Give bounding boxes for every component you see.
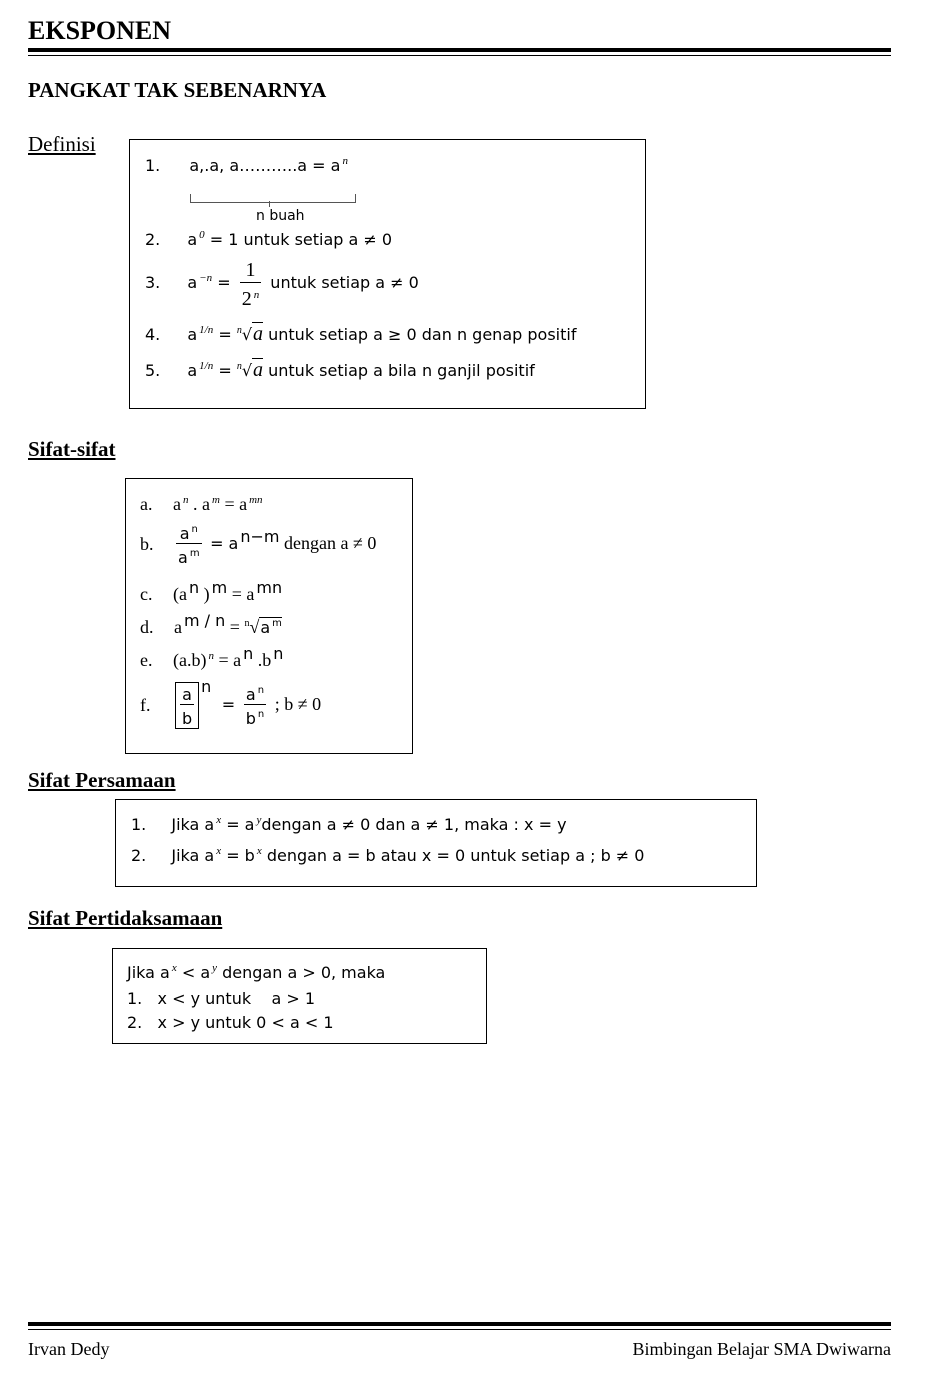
item-number: 3.	[145, 273, 161, 292]
radicand-base: a	[260, 618, 271, 637]
header-rule	[28, 48, 891, 52]
radicand: a	[253, 323, 264, 345]
exponent: n	[188, 578, 200, 597]
exponent: n	[208, 650, 214, 662]
section-title: PANGKAT TAK SEBENARNYA	[28, 78, 327, 102]
radical-icon: √	[241, 361, 253, 380]
exponent: x	[216, 845, 222, 857]
exponent: x	[256, 845, 262, 857]
sifat-item-a	[140, 494, 263, 515]
equals: =	[229, 617, 240, 637]
exponent: n	[257, 709, 265, 721]
root-index: n	[244, 618, 250, 629]
item-number: 1.	[145, 156, 161, 175]
item-label: c.	[140, 584, 153, 604]
sifat-item-e	[140, 644, 284, 671]
exponent: n	[201, 676, 212, 696]
formula: = a	[226, 815, 255, 834]
item-label: e.	[140, 650, 153, 670]
num-base: a	[179, 524, 190, 543]
formula-text: dengan a > 0, maka	[222, 963, 386, 982]
exponent: −n	[199, 272, 213, 284]
footer-rule	[28, 1322, 891, 1326]
item-number: 2.	[145, 230, 161, 249]
formula-text: untuk setiap a bila n ganjil positif	[268, 361, 535, 380]
pertidaksamaan-item-2	[127, 1014, 334, 1032]
exponent: m	[212, 494, 220, 506]
exponent: y	[212, 962, 218, 974]
numerator	[244, 683, 267, 705]
item-number: 4.	[145, 325, 161, 344]
def-item-4	[145, 323, 576, 346]
sifat-heading: Sifat-sifat	[28, 437, 116, 461]
formula: . a	[193, 494, 210, 514]
den-base: a	[178, 548, 188, 568]
exponent: 0	[199, 229, 205, 241]
def-item-5	[145, 359, 535, 382]
equals: =	[218, 325, 232, 344]
formula: = a	[210, 533, 239, 553]
bracket-fraction	[175, 682, 199, 729]
footer-author: Irvan Dedy	[28, 1339, 110, 1359]
exponent: x	[171, 962, 177, 974]
formula-text: dengan a ≠ 0 dan a ≠ 1, maka : x = y	[261, 815, 567, 834]
formula-text: = 1 untuk setiap a ≠ 0	[209, 230, 393, 249]
exponent: n	[243, 644, 254, 663]
formula: Jika a	[127, 963, 170, 982]
persamaan-item-1	[131, 816, 567, 834]
formula-text: dengan a ≠ 0	[284, 532, 377, 553]
radicand	[259, 617, 282, 637]
fraction	[240, 256, 262, 311]
denominator: b	[182, 709, 193, 729]
def-item-3	[145, 256, 419, 311]
equals: =	[217, 273, 231, 292]
brace-bracket	[190, 194, 356, 203]
formula: a	[187, 361, 198, 380]
radical-icon: √	[241, 325, 253, 344]
formula-text: x < y untuk a > 1	[157, 989, 315, 1008]
item-label: a.	[140, 494, 153, 514]
pertidaksamaan-heading: Sifat Pertidaksamaan	[28, 906, 223, 930]
exponent: y	[256, 814, 262, 826]
item-number: 1.	[127, 989, 143, 1008]
item-number: 1.	[131, 815, 147, 834]
item-number: 2.	[131, 846, 147, 865]
exponent: m / n	[184, 611, 226, 630]
radicand: a	[253, 359, 264, 381]
definisi-heading: Definisi	[28, 132, 96, 156]
formula: a,.a, a………..a = a	[189, 156, 341, 175]
sifat-item-b	[140, 522, 376, 567]
sifat-item-c	[140, 578, 283, 605]
denominator	[176, 544, 202, 567]
footer-publisher: Bimbingan Belajar SMA Dwiwarna	[632, 1339, 891, 1359]
formula: = a	[231, 584, 255, 604]
formula: Jika a	[171, 815, 215, 834]
footer-rule-thin	[28, 1329, 891, 1330]
exponent: n−m	[240, 526, 280, 546]
exponent: n	[183, 494, 189, 506]
header-rule-thin	[28, 55, 891, 56]
exponent: 1/n	[199, 360, 214, 372]
formula: (a	[173, 584, 187, 604]
item-number: 5.	[145, 361, 161, 380]
formula: (a.b)	[173, 650, 207, 670]
numerator: a	[180, 683, 194, 705]
exponent: n	[257, 685, 265, 696]
item-label: f.	[140, 695, 151, 716]
def-item-1	[145, 157, 348, 175]
numerator: 1	[240, 256, 262, 283]
persamaan-item-2	[131, 847, 644, 865]
root-index: n	[236, 361, 242, 372]
exponent: n	[273, 644, 284, 663]
formula: a	[174, 617, 182, 637]
exponent: m	[272, 618, 282, 629]
formula: = a	[224, 494, 248, 514]
fraction	[244, 683, 267, 728]
formula: < a	[181, 963, 211, 982]
sifat-item-f	[140, 676, 322, 729]
formula-text: untuk setiap a ≥ 0 dan n genap positif	[268, 325, 577, 344]
formula-text: ; b ≠ 0	[274, 693, 322, 714]
brace-label: n buah	[256, 208, 305, 224]
item-number: 2.	[127, 1013, 143, 1032]
persamaan-box	[115, 799, 757, 887]
root-index: n	[236, 325, 242, 336]
formula-text: dengan a = b atau x = 0 untuk setiap a ; b ≠ 0	[266, 846, 645, 865]
formula: a	[187, 273, 198, 292]
exponent: n	[191, 524, 198, 535]
exponent: x	[216, 814, 222, 826]
formula: a	[173, 494, 181, 514]
formula: a	[187, 325, 198, 344]
exponent: mn	[256, 578, 283, 597]
exponent: m	[211, 578, 228, 597]
formula: )	[203, 584, 210, 604]
persamaan-heading: Sifat Persamaan	[28, 768, 176, 792]
fraction	[176, 522, 202, 567]
exponent: n	[342, 155, 348, 167]
exponent: 1/n	[199, 324, 214, 336]
radical-icon: √	[249, 617, 260, 637]
pertidaksamaan-item-1	[127, 990, 315, 1008]
sifat-item-d	[140, 611, 282, 638]
exponent: m	[189, 548, 200, 560]
den-base: b	[245, 709, 256, 729]
equals: =	[218, 361, 232, 380]
exponent: n	[253, 289, 260, 301]
denominator	[244, 705, 267, 728]
item-label: b.	[140, 534, 154, 555]
num-base: a	[245, 685, 256, 704]
page-title: EKSPONEN	[28, 16, 172, 45]
denominator	[240, 283, 262, 311]
fraction	[180, 683, 194, 728]
formula: .b	[257, 650, 272, 670]
item-label: d.	[140, 617, 154, 637]
formula-text: untuk setiap a ≠ 0	[270, 273, 419, 292]
def-item-2	[145, 231, 392, 249]
exponent: mn	[249, 494, 263, 506]
brace-tick	[269, 201, 270, 207]
formula: = a	[218, 650, 242, 670]
numerator	[176, 522, 202, 544]
formula: Jika a	[171, 846, 215, 865]
formula: = b	[226, 846, 255, 865]
formula: a	[187, 230, 198, 249]
pertidaksamaan-intro	[127, 964, 385, 982]
equals: =	[221, 694, 236, 714]
formula-text: x > y untuk 0 < a < 1	[157, 1013, 334, 1032]
den-base: 2	[241, 288, 252, 310]
